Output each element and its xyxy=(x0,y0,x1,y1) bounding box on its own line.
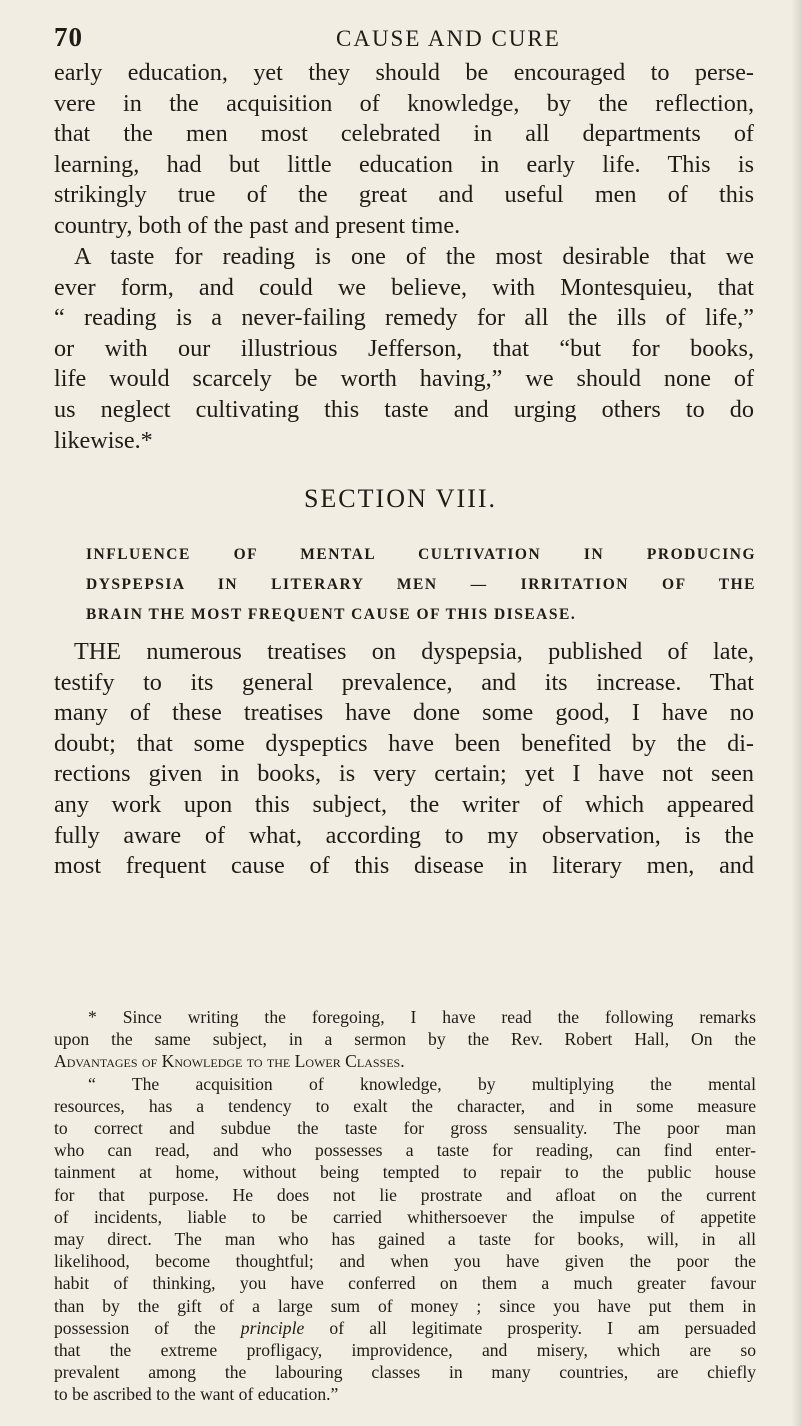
summary-line: DYSPEPSIA IN LITERARY MEN — IRRITATION OF THE xyxy=(86,576,756,593)
footnote-line: to be ascribed to the want of education.” xyxy=(54,1384,339,1405)
text-line: “ reading is a never-failing remedy for all the ills of life,” xyxy=(54,304,754,332)
footnote-line xyxy=(54,1317,756,1339)
paragraph-treatises xyxy=(54,637,754,882)
text-line: doubt; that some dyspeptics have been benefited by the di- xyxy=(54,729,754,757)
text-line: vere in the acquisition of knowledge, by the reflection, xyxy=(54,89,754,117)
footnote-italic-word: principle xyxy=(240,1317,305,1338)
summary-line: BRAIN THE MOST FREQUENT CAUSE OF THIS DISEASE. xyxy=(86,606,577,623)
footnote-line: than by the gift of a large sum of money ; since you have put them in xyxy=(54,1295,756,1316)
text-line: ever form, and could we believe, with Montesquieu, that xyxy=(54,273,754,301)
text-line: any work upon this subject, the writer of which appeared xyxy=(54,790,754,818)
paragraph-reading xyxy=(54,242,754,456)
text-line: testify to its general prevalence, and its increase. That xyxy=(54,668,754,696)
text-line: early education, yet they should be encouraged to perse- xyxy=(54,59,754,86)
text-line: or with our illustrious Jefferson, that “but for books, xyxy=(54,334,754,362)
summary-line: INFLUENCE OF MENTAL CULTIVATION IN PRODUCING xyxy=(86,546,756,563)
footnote-line: prevalent among the labouring classes in many countries, are chiefly xyxy=(54,1362,756,1383)
text-line: learning, had but little education in early life. This is xyxy=(54,150,754,178)
text-line: us neglect cultivating this taste and urging others to do xyxy=(54,395,754,423)
text-line: life would scarcely be worth having,” we should none of xyxy=(54,365,754,393)
footnote-line: tainment at home, without being tempted to repair to the public house xyxy=(54,1162,756,1183)
footnote-line: who can read, and who possesses a taste for reading, can find enter- xyxy=(54,1140,756,1161)
section-heading: SECTION VIII. xyxy=(303,484,498,513)
text-line: country, both of the past and present time. xyxy=(54,211,461,239)
section-summary xyxy=(86,540,756,630)
running-head: CAUSE AND CURE xyxy=(336,26,561,51)
footnote-line: * Since writing the foregoing, I have read the following remarks xyxy=(88,1007,756,1027)
text-line: fully aware of what, according to my observation, is the xyxy=(54,821,754,849)
text-line: strikingly true of the great and useful men of this xyxy=(54,181,754,209)
footnote-line: to correct and subdue the taste for gross sensuality. The poor man xyxy=(54,1118,756,1139)
text-line: A taste for reading is one of the most desirable that we xyxy=(74,243,754,270)
paragraph-continued xyxy=(54,58,754,242)
footnote-line: that the extreme profligacy, improvidence, and misery, which are so xyxy=(54,1340,756,1361)
page-header xyxy=(52,22,752,58)
footnote-title-line: Advantages of Knowledge to the Lower Classes. xyxy=(54,1051,405,1072)
footnote-line: habit of thinking, you have conferred on them a much greater favour xyxy=(54,1273,756,1294)
text-line: THE numerous treatises on dyspepsia, published of late, xyxy=(74,638,754,665)
footnote-line: resources, has a tendency to exalt the character, and in some measure xyxy=(54,1095,756,1116)
footnote-text-before: possession of the xyxy=(54,1317,241,1338)
page-number: 70 xyxy=(54,22,83,52)
footnote-line: likelihood, become thoughtful; and when you have given the poor the xyxy=(54,1251,756,1272)
footnote xyxy=(54,1006,756,1406)
footnote-line: “ The acquisition of knowledge, by multiplying the mental xyxy=(88,1073,756,1094)
footnote-line: upon the same subject, in a sermon by the Rev. Robert Hall, On the xyxy=(54,1029,756,1050)
footnote-line: for that purpose. He does not lie prostrate and afloat on the current xyxy=(54,1184,756,1205)
text-line: rections given in books, is very certain; yet I have not seen xyxy=(54,760,754,788)
text-line: many of these treatises have done some good, I have no xyxy=(54,699,754,727)
footnote-line: may direct. The man who has gained a taste for books, will, in all xyxy=(54,1229,756,1250)
text-line: that the men most celebrated in all departments of xyxy=(54,120,754,148)
page-edge-shadow xyxy=(791,0,801,1426)
footnote-line: of incidents, liable to be carried whithersoever the impulse of appetite xyxy=(54,1206,756,1227)
footnote-text-after: of all legitimate prosperity. I am persuaded xyxy=(304,1317,756,1338)
text-line: most frequent cause of this disease in literary men, and xyxy=(54,852,754,880)
text-line: likewise.* xyxy=(54,426,153,454)
